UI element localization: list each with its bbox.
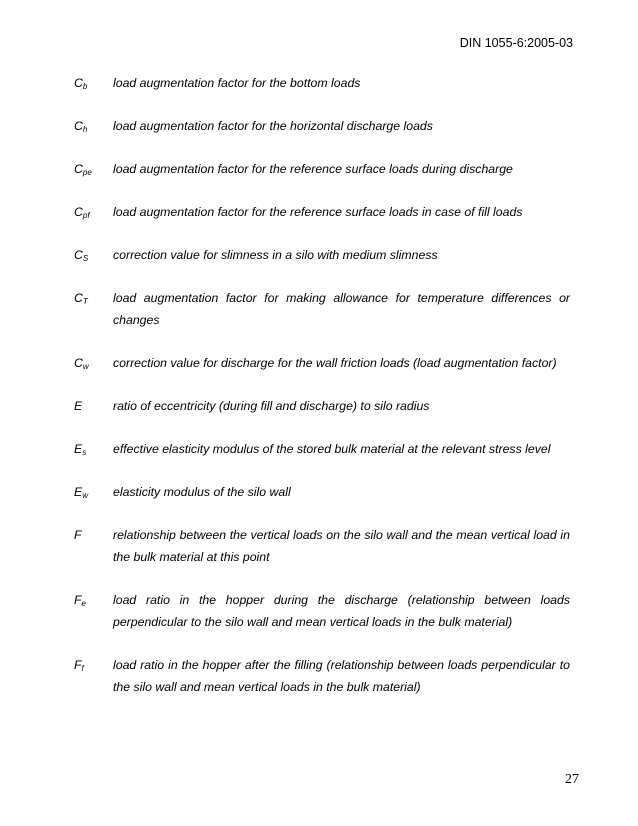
symbol: $C_T$	[74, 291, 88, 306]
definition: load augmentation factor for the bottom loads	[113, 76, 361, 90]
symbol: $F_f$	[74, 658, 84, 673]
symbol: $C_w$	[74, 356, 89, 371]
definition: load augmentation factor for the reference surface loads during discharge	[113, 162, 513, 176]
definition: ratio of eccentricity (during fill and discharge) to silo radius	[113, 399, 430, 413]
definition: load augmentation factor for the reference surface loads in case of fill loads	[113, 205, 523, 219]
definition: relationship between the vertical loads on the silo wall and the mean vertical load in the bulk material at this point	[113, 528, 570, 564]
symbol: $C_{pf}$	[74, 205, 90, 220]
symbol-entry	[74, 654, 570, 698]
symbol-entry	[74, 395, 570, 417]
symbol: $C_h$	[74, 119, 88, 134]
symbol-entry	[74, 72, 570, 94]
symbol-entry	[74, 201, 570, 223]
symbol: $C_S$	[74, 248, 89, 263]
definition: load ratio in the hopper after the filling (relationship between loads perpendicular to the silo wall and mean vertical loads in the bulk material)	[113, 658, 570, 694]
symbol-entry	[74, 524, 570, 568]
symbol: $E_s$	[74, 442, 87, 457]
symbol: $F_e$	[74, 593, 86, 608]
definition: correction value for slimness in a silo with medium slimness	[113, 248, 438, 262]
page-number: 27	[565, 772, 579, 787]
document-header: DIN 1055-6:2005-03	[459, 36, 573, 50]
symbol-entry	[74, 352, 570, 374]
symbol: E	[74, 399, 83, 413]
symbol-entry	[74, 115, 570, 137]
symbol: F	[74, 528, 82, 542]
symbol-entry	[74, 481, 570, 503]
symbol: $C_{pe}$	[74, 162, 92, 177]
definition: load augmentation factor for making allowance for temperature differences or changes	[113, 291, 570, 327]
symbol: $C_b$	[74, 76, 88, 91]
definition: elasticity modulus of the silo wall	[113, 485, 291, 499]
symbol-entry	[74, 244, 570, 266]
definition: effective elasticity modulus of the stored bulk material at the relevant stress level	[113, 442, 551, 456]
symbol-entry	[74, 287, 570, 331]
definition: correction value for discharge for the wall friction loads (load augmentation factor)	[113, 356, 557, 370]
symbol: $E_w$	[74, 485, 88, 500]
symbol-entry	[74, 438, 570, 460]
definition: load ratio in the hopper during the discharge (relationship between loads perpendicular to the silo wall and mean vertical loads in the bulk material)	[113, 593, 570, 629]
symbol-entry	[74, 158, 570, 180]
symbol-entry	[74, 589, 570, 633]
definition: load augmentation factor for the horizontal discharge loads	[113, 119, 433, 133]
